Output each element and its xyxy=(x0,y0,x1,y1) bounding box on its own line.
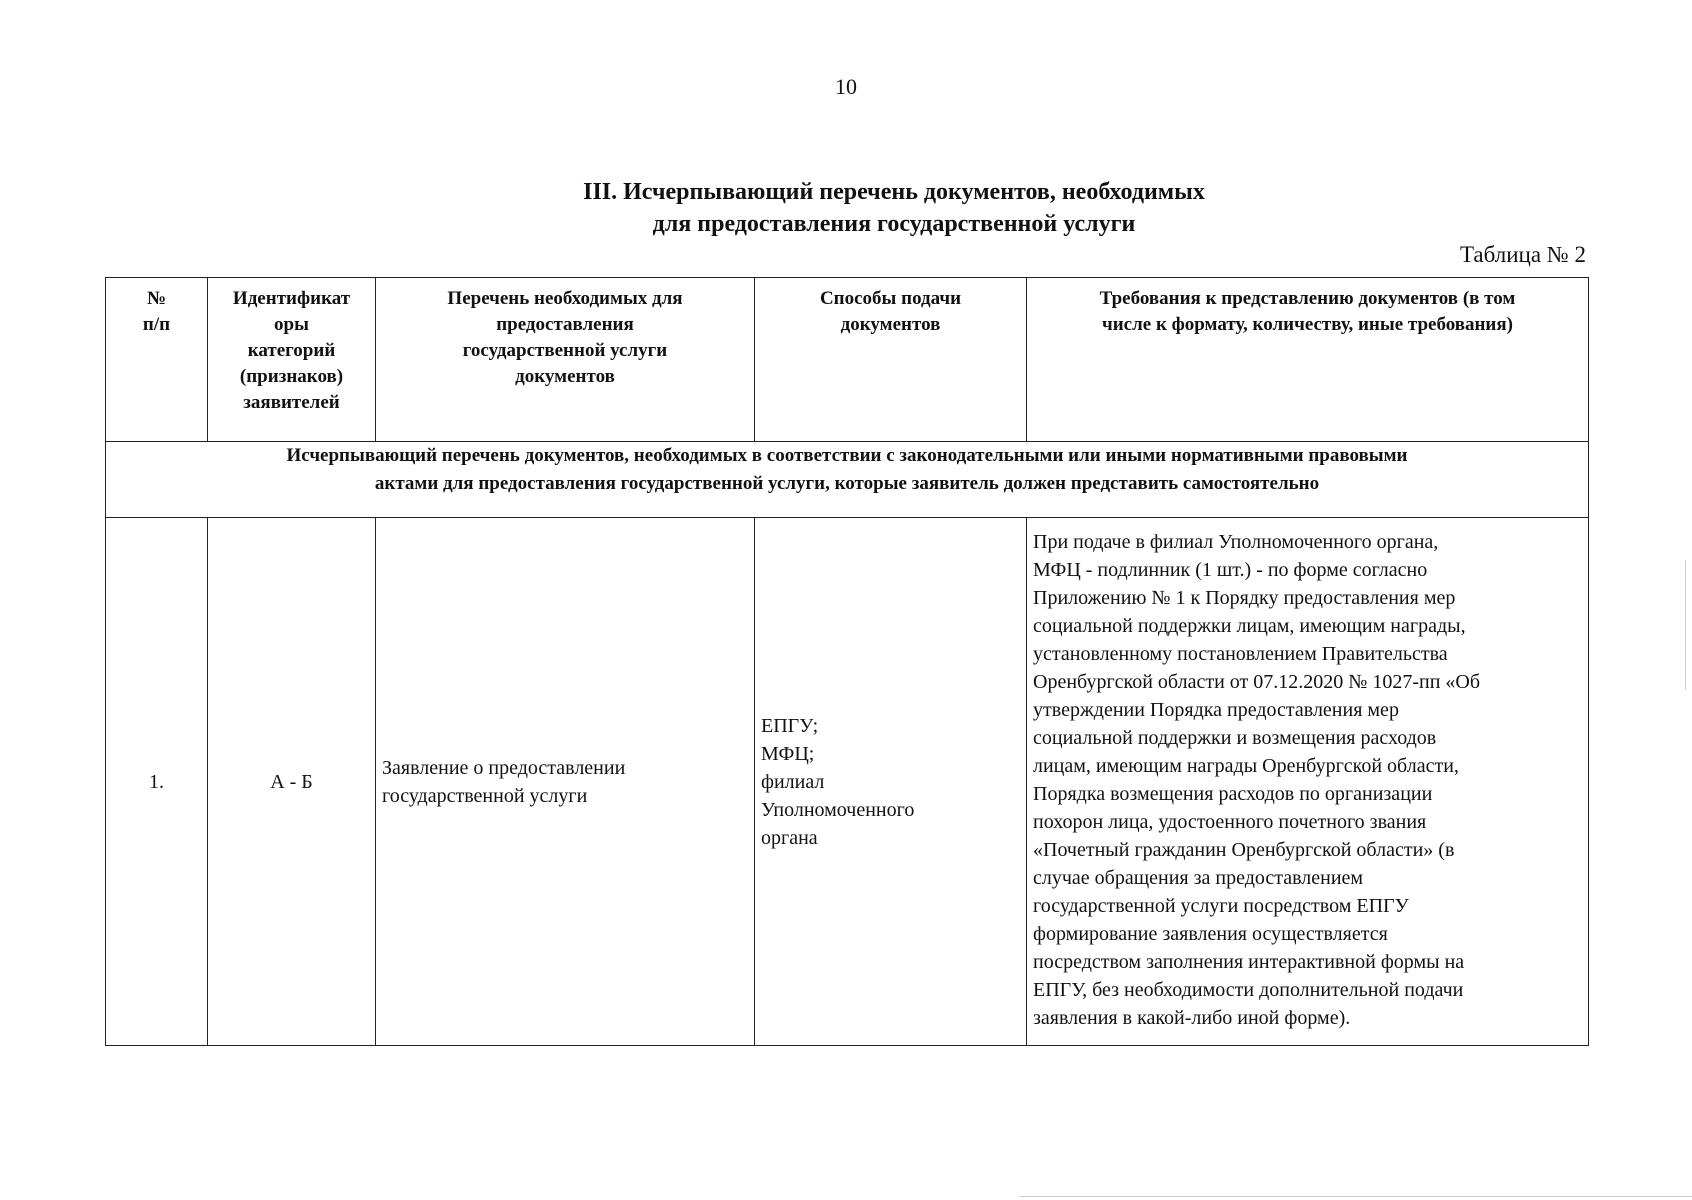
table-group-row xyxy=(106,442,1589,518)
cell-document: Заявление о предоставлении государственной услуги xyxy=(376,518,755,1046)
page-number: 10 xyxy=(835,74,857,99)
cell-submission-methods: ЕПГУ; МФЦ; филиал Уполномоченного органа xyxy=(755,518,1027,1046)
header-document-list: Перечень необходимых для предоставления государственной услуги документов xyxy=(376,278,755,442)
section-title-line-1: III. Исчерпывающий перечень документов, необходимых xyxy=(583,179,1205,205)
cell-applicant-category: А - Б xyxy=(208,518,376,1046)
group-heading: Исчерпывающий перечень документов, необходимых в соответствии с законодательными или иными нормативными правовыми актами для предоставления государственной услуги, которые заявитель должен представить самостоятельно xyxy=(106,442,1589,518)
header-submission-methods: Способы подачи документов xyxy=(755,278,1027,442)
header-requirements: Требования к представлению документов (в том числе к формату, количеству, иные требования) xyxy=(1027,278,1589,442)
documents-table xyxy=(105,277,1589,1046)
section-title-line-2: для предоставления государственной услуги xyxy=(652,211,1136,237)
table-row xyxy=(106,518,1589,1046)
cell-requirements: При подаче в филиал Уполномоченного органа, МФЦ - подлинник (1 шт.) - по форме согласно Приложению № 1 к Порядку предоставления мер социальной поддержки лицам, имеющим награды, установленному постановлением Правительства Оренбургской области от 07.12.2020 № 1027-пп «Об утверждении Порядка предоставления мер социальной поддержки и возмещения расходов лицам, имеющим награды Оренбургской области, Порядка возмещения расходов по организации похорон лица, удостоенного почетного звания «Почетный гражданин Оренбургской области» (в случае обращения за предоставлением государственной услуги посредством ЕПГУ формирование заявления осуществляется посредством заполнения интерактивной формы на ЕПГУ, без необходимости дополнительной подачи заявления в какой-либо иной форме). xyxy=(1027,518,1589,1046)
cell-num: 1. xyxy=(106,518,208,1046)
table-caption: Таблица № 2 xyxy=(1459,242,1586,267)
table-header-row xyxy=(106,278,1589,442)
section-title xyxy=(0,176,1692,240)
header-applicant-category: Идентификат оры категорий (признаков) заявителей xyxy=(208,278,376,442)
header-num: № п/п xyxy=(106,278,208,442)
scan-edge-line xyxy=(1020,1196,1692,1197)
scan-margin-mark xyxy=(1685,560,1686,690)
